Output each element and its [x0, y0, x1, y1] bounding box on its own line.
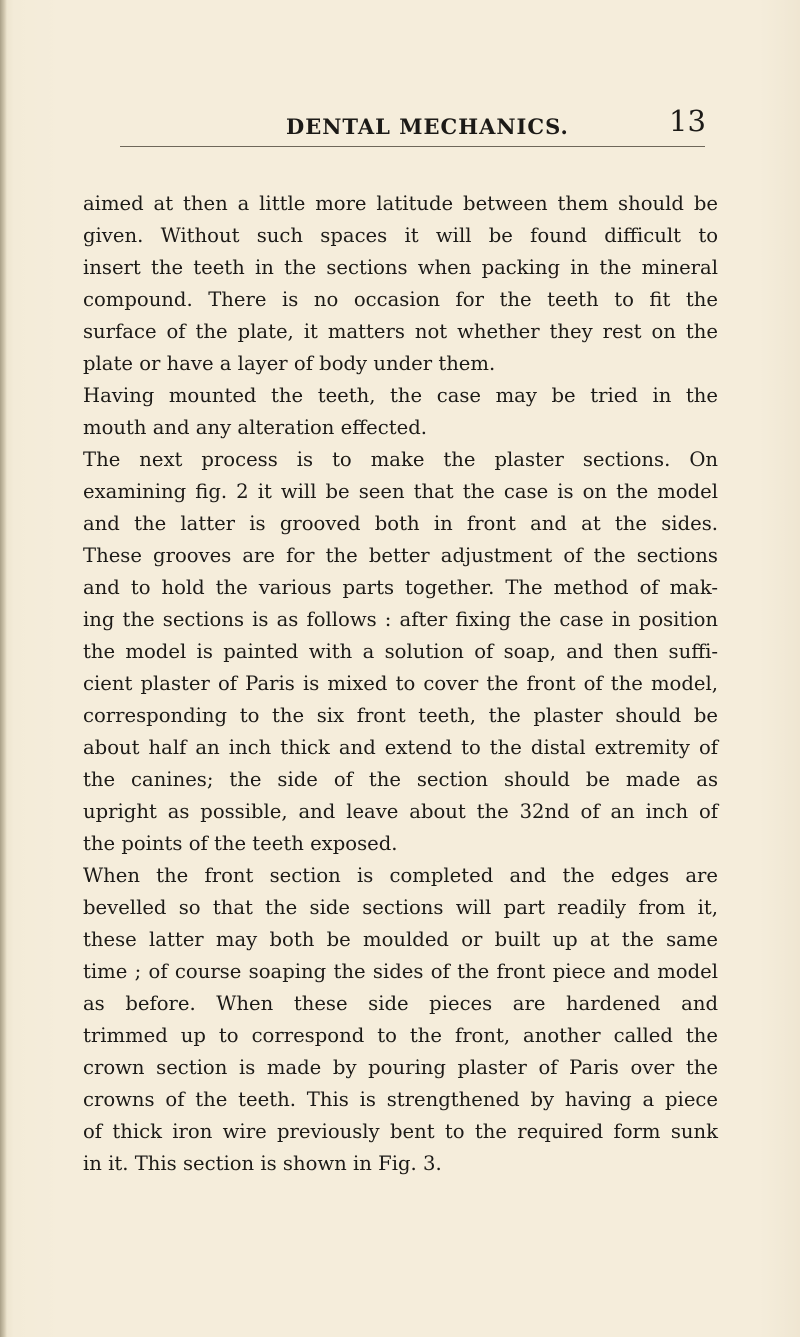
text-line: The next process is to make the plaster sections. On — [83, 448, 718, 471]
text-line: compound. There is no occasion for the teeth to fit the — [83, 288, 718, 311]
text-line: these latter may both be moulded or built up at the same — [83, 928, 718, 951]
text-line: the canines; the side of the section should be made as — [83, 768, 718, 791]
body-text — [83, 188, 718, 1180]
text-line: cient plaster of Paris is mixed to cover the front of the model, — [83, 672, 718, 695]
header-rule — [120, 146, 705, 147]
page-gutter-shadow — [0, 0, 7, 1337]
text-line: insert the teeth in the sections when packing in the mineral — [83, 256, 718, 279]
text-line: upright as possible, and leave about the 32nd of an inch of — [83, 800, 718, 823]
text-line: plate or have a layer of body under them. — [83, 352, 496, 375]
text-line: in it. This section is shown in Fig. 3. — [83, 1152, 442, 1175]
text-line: aimed at then a little more latitude between them should be — [83, 192, 718, 215]
text-line: surface of the plate, it matters not whether they rest on the — [83, 320, 718, 343]
text-line: of thick iron wire previously bent to the required form sunk — [83, 1120, 718, 1143]
text-line: given. Without such spaces it will be found difficult to — [83, 224, 718, 247]
text-line: the points of the teeth exposed. — [83, 832, 398, 855]
text-line: time ; of course soaping the sides of the front piece and model — [83, 960, 718, 983]
text-line: and the latter is grooved both in front and at the sides. — [83, 512, 718, 535]
text-line: crown section is made by pouring plaster of Paris over the — [83, 1056, 718, 1079]
text-line: bevelled so that the side sections will part readily from it, — [83, 896, 718, 919]
running-head-title: DENTAL MECHANICS. — [286, 114, 569, 139]
text-line: ing the sections is as follows : after fixing the case in position — [83, 608, 718, 631]
text-line: about half an inch thick and extend to the distal extremity of — [83, 736, 718, 759]
text-line: the model is painted with a solution of soap, and then suffi- — [83, 640, 718, 663]
text-line: Having mounted the teeth, the case may be tried in the — [83, 384, 718, 407]
text-line: These grooves are for the better adjustment of the sections — [83, 544, 718, 567]
text-line: trimmed up to correspond to the front, another called the — [83, 1024, 718, 1047]
text-line: and to hold the various parts together. The method of mak- — [83, 576, 718, 599]
text-line: as before. When these side pieces are hardened and — [83, 992, 718, 1015]
text-line: corresponding to the six front teeth, the plaster should be — [83, 704, 718, 727]
running-head — [0, 104, 800, 144]
text-line: When the front section is completed and the edges are — [83, 864, 718, 887]
page-number: 13 — [669, 104, 706, 138]
text-line: crowns of the teeth. This is strengthened by having a piece — [83, 1088, 718, 1111]
text-line: examining fig. 2 it will be seen that the case is on the model — [83, 480, 718, 503]
text-line: mouth and any alteration effected. — [83, 416, 427, 439]
